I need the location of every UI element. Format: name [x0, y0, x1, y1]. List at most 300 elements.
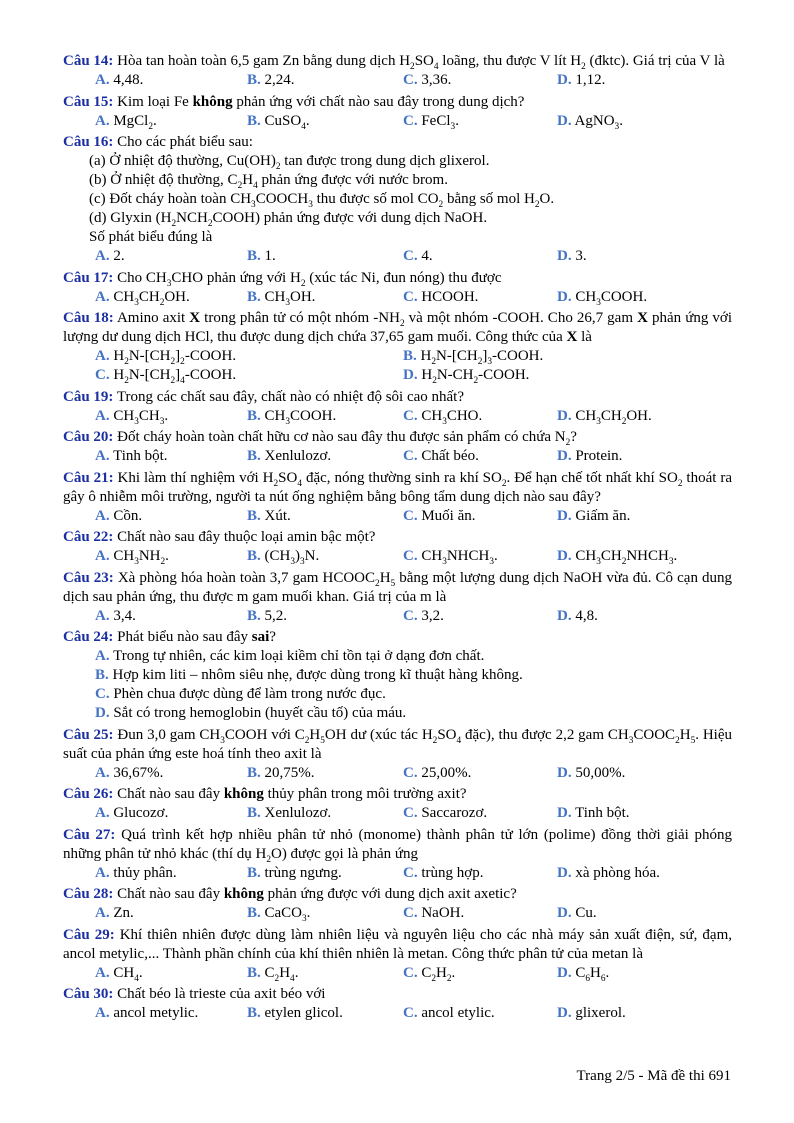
question: [63, 528, 732, 566]
stem-bold-text: không: [223, 786, 264, 802]
option-text: Tinh bột.: [113, 448, 168, 464]
question-stem: [63, 52, 732, 71]
question-stem: [63, 885, 732, 904]
option-text: $C_2H_2$.: [421, 964, 456, 984]
subscript: 2: [621, 557, 627, 567]
option: [247, 288, 403, 307]
option-letter: B.: [247, 764, 261, 781]
question-stem: [63, 726, 732, 764]
question-number: Câu 16:: [63, 134, 114, 150]
statement-line: (d) Glyxin $(H_2NCH_2COOH)$ phản ứng được với dung dịch NaOH.: [89, 210, 488, 229]
option: [557, 547, 732, 566]
option-letter: B.: [247, 407, 261, 424]
option-text: $CH_3NHCH_3$.: [421, 548, 498, 567]
option-letter: D.: [557, 864, 572, 881]
option: [95, 447, 247, 466]
subscript: 3: [442, 416, 447, 427]
option-letter: D.: [557, 72, 572, 88]
question-number: Câu 25:: [63, 726, 114, 743]
option-letter: B.: [247, 248, 261, 264]
question-stem: [63, 528, 732, 547]
option-letter: A.: [95, 448, 110, 464]
option: [247, 607, 403, 626]
question-list: [63, 52, 732, 1026]
option: [557, 864, 732, 883]
question-stem: [63, 388, 732, 407]
option-letter: A.: [95, 805, 110, 821]
stem-text: Quá trình kết hợp nhiều phân tử nhỏ (monome) thành phân tử lớn (polime) đồng thời giải phóng những phân tử nhỏ khác (thí dụ $H_2O$) được gọi là phản ứng: [63, 826, 732, 865]
option-text: Xút.: [264, 507, 291, 524]
subscript: 2: [266, 854, 271, 865]
option-text: $CH_3CH_2NHCH_3$.: [575, 548, 678, 567]
subscript: 5: [690, 735, 696, 746]
options-row: [63, 347, 732, 385]
options-row: [63, 447, 732, 466]
option: [557, 764, 732, 783]
option: [403, 904, 557, 923]
option: [403, 407, 557, 426]
question-number: Câu 28:: [63, 886, 114, 902]
stem-bold-text: X: [566, 329, 578, 345]
option: [403, 1004, 557, 1023]
option-text: trùng ngưng.: [264, 864, 342, 881]
options-row: [63, 112, 732, 131]
subscript: 3: [251, 200, 256, 210]
option-text: Hợp kim liti – nhôm siêu nhẹ, được dùng trong kĩ thuật hàng không.: [112, 667, 523, 683]
option-letter: B.: [247, 507, 261, 524]
option-letter: A.: [95, 964, 110, 981]
option-text: thủy phân.: [113, 864, 177, 881]
subscript: 3: [489, 557, 495, 567]
option-letter: B.: [247, 112, 261, 129]
option-letter: C.: [403, 1005, 418, 1021]
option-letter: C.: [403, 248, 418, 264]
option: [95, 71, 247, 90]
option-letter: A.: [95, 1005, 110, 1021]
option-text: 25,00%.: [421, 764, 472, 781]
subscript: 2: [446, 973, 452, 984]
question-stem: [63, 93, 732, 112]
subscript: 5: [320, 735, 325, 746]
option: [247, 904, 403, 923]
options-row: [63, 804, 732, 823]
option: [557, 288, 732, 307]
option: [247, 71, 403, 90]
option-letter: C.: [403, 448, 418, 464]
option: [95, 247, 247, 266]
subscript: 2: [477, 357, 483, 367]
subscript: 4: [433, 62, 439, 72]
subscript: 3: [668, 557, 674, 567]
option-text: $CH_3CH_3$.: [113, 407, 169, 427]
option: [557, 112, 732, 131]
option-letter: D.: [557, 507, 572, 524]
question: [63, 826, 732, 883]
option-text: 4,48.: [113, 72, 144, 88]
option: [95, 366, 403, 385]
subscript: 2: [124, 376, 129, 386]
subscript: 2: [432, 735, 438, 746]
option: [95, 904, 247, 923]
option-text: $H_2N-CH_2$-COOH.: [421, 367, 530, 386]
option: [403, 864, 557, 883]
stem-text: Phát biểu nào sau đây: [113, 629, 252, 645]
options-row: [63, 547, 732, 566]
option-text: 2.: [113, 248, 125, 264]
option-letter: D.: [95, 705, 110, 721]
option: [557, 507, 732, 526]
subscript: 4: [134, 973, 139, 984]
option-letter: A.: [95, 72, 110, 88]
option-text: 20,75%.: [264, 764, 315, 781]
subscript: 2: [170, 357, 176, 367]
option-text: $C_2H_4$.: [264, 964, 299, 984]
subscript: 2: [438, 200, 444, 210]
question: [63, 885, 732, 923]
subscript: 2: [621, 416, 627, 427]
option-letter: C.: [95, 367, 110, 383]
option-text: Protein.: [575, 448, 623, 464]
subscript: 3: [134, 297, 139, 308]
option-text: glixerol.: [575, 1005, 626, 1021]
option: [557, 804, 732, 823]
option-letter: C.: [403, 72, 418, 88]
option-letter: D.: [557, 288, 572, 305]
subscript: 2: [431, 357, 437, 367]
option-letter: A.: [95, 507, 110, 524]
subscript: 2: [148, 121, 154, 132]
stem-bold-text: X: [189, 310, 201, 326]
question-stem: [63, 309, 732, 347]
option-letter: A.: [95, 548, 110, 564]
subscript: 4: [290, 973, 295, 984]
subscript: 2: [675, 735, 680, 746]
option-letter: D.: [557, 248, 572, 264]
option-text: Phèn chua được dùng để làm trong nước đục.: [113, 686, 386, 702]
options-row: [63, 904, 732, 923]
subscript: 2: [273, 478, 279, 489]
subscript: 2: [160, 557, 166, 567]
question-number: Câu 26:: [63, 786, 114, 802]
option: [403, 607, 557, 626]
question-number: Câu 20:: [63, 429, 114, 445]
option: [403, 247, 557, 266]
option-letter: B.: [247, 548, 261, 564]
option: [403, 964, 557, 983]
subscript: 3: [442, 557, 447, 567]
option-letter: C.: [403, 112, 418, 129]
option: [247, 507, 403, 526]
option: [557, 964, 732, 983]
subscript: 3: [166, 278, 172, 289]
question-stem: [63, 926, 732, 964]
subscript: 3: [290, 557, 296, 567]
option-text: 3,36.: [421, 72, 452, 88]
subscript: 3: [285, 297, 291, 308]
subscript: 2: [534, 200, 540, 210]
statement-line: (b) Ở nhiệt độ thường, $C_2H_4$ phản ứng được với nước brom.: [89, 172, 448, 191]
subscript: 3: [596, 297, 601, 308]
option: [95, 607, 247, 626]
question: [63, 269, 732, 307]
statement-line: (c) Đốt cháy hoàn toàn $CH_3COOCH_3$ thu được số mol $CO_2$ bằng số mol $H_2O$.: [89, 191, 555, 210]
option: [403, 347, 732, 366]
option-letter: A.: [95, 607, 110, 624]
options-row: [63, 407, 732, 426]
option-letter: B.: [247, 805, 261, 821]
option-text: Giấm ăn.: [575, 507, 631, 524]
option-text: CuSO$_4$.: [264, 112, 310, 132]
question-stem: [63, 469, 732, 507]
subscript: 3: [628, 735, 634, 746]
options-row: [63, 507, 732, 526]
option-text: trùng hợp.: [421, 864, 484, 881]
option-letter: B.: [247, 905, 261, 921]
option-letter: A.: [95, 288, 110, 305]
subscript: 3: [134, 557, 139, 567]
option: [403, 366, 732, 385]
option-letter: D.: [403, 367, 418, 383]
subscript: 2: [171, 219, 177, 229]
option: [95, 764, 247, 783]
option-text: $H_2N-[CH_2]_2$-COOH.: [113, 348, 237, 367]
option-text: CaCO$_3$.: [264, 905, 311, 924]
subscript: 3: [134, 416, 139, 427]
subscript: 2: [304, 735, 310, 746]
subscript: 4: [180, 376, 185, 386]
subscript: 2: [677, 478, 683, 489]
option-letter: C.: [403, 548, 418, 564]
subscript: 2: [274, 973, 280, 984]
stem-text: Khi làm thí nghiệm với $H_2SO_4$ đặc, nóng thường sinh ra khí $SO_2$. Để hạn chế tốt nhất khí $SO_2$ thoát ra gây ô nhiễm môi trường, người ta nút ống nghiệm bằng bông tẩm dung dịch nào sau đây?: [63, 469, 733, 505]
option-letter: D.: [557, 1005, 572, 1021]
stem-text: Hòa tan hoàn toàn 6,5 gam Zn bằng dung dịch $H_2SO_4$ loãng, thu được V lít $H_2$ (đktc). Giá trị của V là: [113, 53, 725, 72]
question-number: Câu 22:: [63, 529, 114, 545]
statement-closing-line: Số phát biểu đúng là: [89, 229, 213, 245]
option: [95, 666, 732, 685]
subscript: 3: [614, 121, 620, 132]
subscript: 2: [432, 376, 437, 386]
option: [247, 1004, 403, 1023]
option-text: 1.: [264, 248, 276, 264]
stem-text: Amino axit: [113, 310, 190, 326]
question: [63, 926, 732, 983]
option-text: 1,12.: [575, 72, 606, 88]
option: [95, 864, 247, 883]
options-row: [63, 1004, 732, 1023]
option-letter: D.: [557, 764, 572, 781]
question: [63, 388, 732, 426]
subscript: 3: [302, 914, 307, 924]
question: [63, 93, 732, 131]
subscript: 2: [207, 219, 213, 229]
option-letter: A.: [95, 348, 110, 364]
option: [95, 547, 247, 566]
option: [247, 964, 403, 983]
option: [403, 71, 557, 90]
option-text: Tinh bột.: [575, 805, 630, 821]
option: [557, 1004, 732, 1023]
option-text: Sắt có trong hemoglobin (huyết cầu tố) của máu.: [113, 705, 407, 721]
option-text: 3,2.: [421, 607, 444, 624]
question-number: Câu 15:: [63, 93, 114, 110]
option: [403, 447, 557, 466]
question-stem: [63, 628, 732, 647]
stem-text: thủy phân trong môi trường axit?: [263, 786, 467, 802]
option-text: $H_2N-[CH_2]_3$-COOH.: [420, 348, 544, 367]
question: [63, 726, 732, 783]
question: [63, 785, 732, 823]
stem-text: Chất nào sau đây thuộc loại amin bậc một?: [113, 529, 376, 545]
option-letter: A.: [95, 112, 110, 129]
option-letter: C.: [95, 686, 110, 702]
subscript: 2: [180, 357, 185, 367]
subscript: 5: [390, 578, 396, 589]
option-text: 4.: [421, 248, 433, 264]
option-letter: D.: [557, 407, 572, 424]
subscript: 3: [487, 357, 492, 367]
subscript: 3: [596, 416, 601, 427]
question: [63, 469, 732, 526]
subscript: 2: [300, 278, 306, 289]
option-text: MgCl$_2$.: [113, 112, 157, 132]
option-letter: B.: [247, 864, 261, 881]
option-text: Xenlulozơ.: [264, 448, 332, 464]
stem-text: ?: [269, 629, 276, 645]
option-text: 3.: [575, 248, 587, 264]
option-letter: A.: [95, 248, 110, 264]
option-letter: D.: [557, 607, 572, 624]
option: [247, 407, 403, 426]
subscript: 2: [275, 162, 281, 172]
question-stem: [63, 569, 732, 607]
option-letter: B.: [247, 72, 261, 88]
option: [95, 112, 247, 131]
option-text: Cu.: [575, 905, 597, 921]
question-stem: [63, 269, 732, 288]
option: [95, 507, 247, 526]
stem-bold-text: không: [223, 886, 264, 902]
option-letter: A.: [95, 407, 110, 424]
stem-text: là: [577, 329, 592, 345]
option: [95, 685, 732, 704]
stem-text: Cho $CH_3CHO$ phản ứng với $H_2$ (xúc tác Ni, đun nóng) thu được: [113, 269, 502, 289]
option: [95, 704, 732, 723]
stem-text: Chất nào sau đây: [113, 886, 224, 902]
option: [557, 247, 732, 266]
option-letter: B.: [247, 288, 261, 305]
option: [557, 607, 732, 626]
option-text: AgNO$_3$.: [574, 112, 623, 132]
options-row: [63, 764, 732, 783]
subscript: 2: [565, 438, 571, 448]
stem-bold-text: không: [192, 93, 233, 110]
option: [403, 547, 557, 566]
question: [63, 428, 732, 466]
subscript: 4: [297, 478, 302, 489]
option-text: $C_6H_6$.: [575, 964, 610, 984]
option: [247, 764, 403, 783]
subscript: 3: [285, 416, 291, 427]
option: [247, 112, 403, 131]
option-text: ancol etylic.: [421, 1005, 495, 1021]
subscript: 4: [253, 181, 258, 191]
option-letter: D.: [557, 964, 572, 981]
option-text: $CH_3NH_2$.: [113, 548, 169, 567]
option: [95, 407, 247, 426]
subscript: 2: [431, 973, 437, 984]
subscript: 2: [375, 578, 380, 589]
option-text: Xenlulozơ.: [264, 805, 332, 821]
stem-text: trong phân tử có một nhóm $-NH_2$ và một nhóm -COOH. Cho 26,7 gam: [200, 310, 638, 329]
option-letter: B.: [403, 348, 417, 364]
option-text: 3,4.: [113, 607, 136, 624]
option-text: xà phòng hóa.: [575, 864, 660, 881]
stem-text: Xà phòng hóa hoàn toàn 3,7 gam $HCOOC_2H_5$ bằng một lượng dung dịch NaOH vừa đủ. Cô cạn dung dịch sau phản ứng, thu được m gam muối khan. Giá trị của m là: [63, 569, 733, 605]
subscript: 4: [301, 121, 306, 132]
option-letter: B.: [95, 667, 109, 683]
option-letter: D.: [557, 112, 572, 129]
option-text: Saccarozơ.: [421, 805, 488, 821]
option-letter: A.: [95, 905, 110, 921]
stem-text: phản ứng với chất nào sau đây trong dung dịch?: [232, 93, 525, 110]
option-letter: D.: [557, 448, 572, 464]
stem-bold-text: X: [637, 310, 648, 326]
option-letter: C.: [403, 764, 418, 781]
subscript: 6: [585, 973, 591, 984]
question-number: Câu 19:: [63, 388, 114, 405]
question: [63, 569, 732, 626]
subscript: 2: [170, 376, 176, 386]
option-letter: B.: [247, 1005, 261, 1021]
stem-text: Khí thiên nhiên được dùng làm nhiên liệu và nguyên liệu cho các nhà máy sản xuất điện, sứ, đạm, ancol metylic,... Thành phần chính của khí thiên nhiên là metan. Công thức phân tử của metan là: [63, 926, 732, 962]
subscript: 3: [308, 200, 313, 210]
option-text: Chất béo.: [421, 448, 479, 464]
option-text: $(CH_3)_3N$.: [264, 548, 320, 567]
question-number: Câu 29:: [63, 926, 115, 943]
option-text: Muối ăn.: [421, 507, 476, 524]
subscript: 2: [410, 62, 415, 72]
option: [403, 112, 557, 131]
stem-text: Cho các phát biểu sau:: [113, 134, 253, 150]
question: [63, 309, 732, 385]
option-text: NaOH.: [421, 905, 465, 921]
stem-text: phản ứng với lượng dư dung dịch HCl, thu được dung dịch chứa 37,65 gam muối. Công thức của: [63, 310, 732, 345]
option: [95, 288, 247, 307]
subscript: 3: [450, 121, 456, 132]
stem-text: Chất nào sau đây: [113, 786, 224, 802]
option-text: 4,8.: [575, 607, 598, 624]
stem-bold-text: sai: [251, 629, 270, 645]
question: [63, 133, 732, 266]
stem-text: Kim loại Fe: [113, 93, 193, 110]
subscript: 3: [596, 557, 601, 567]
options-row: [63, 71, 732, 90]
option-text: 2,24.: [264, 72, 295, 88]
subscript: 3: [300, 557, 305, 567]
question: [63, 52, 732, 90]
option: [95, 1004, 247, 1023]
question: [63, 628, 732, 723]
subscript: 2: [581, 62, 586, 72]
option-letter: A.: [95, 648, 110, 664]
subscript: 6: [600, 973, 606, 984]
option-text: 36,67%.: [113, 764, 164, 781]
option: [557, 904, 732, 923]
page-footer: Trang 2/5 - Mã đề thi 691: [576, 1068, 731, 1084]
subscript: 2: [399, 319, 405, 329]
option: [557, 447, 732, 466]
